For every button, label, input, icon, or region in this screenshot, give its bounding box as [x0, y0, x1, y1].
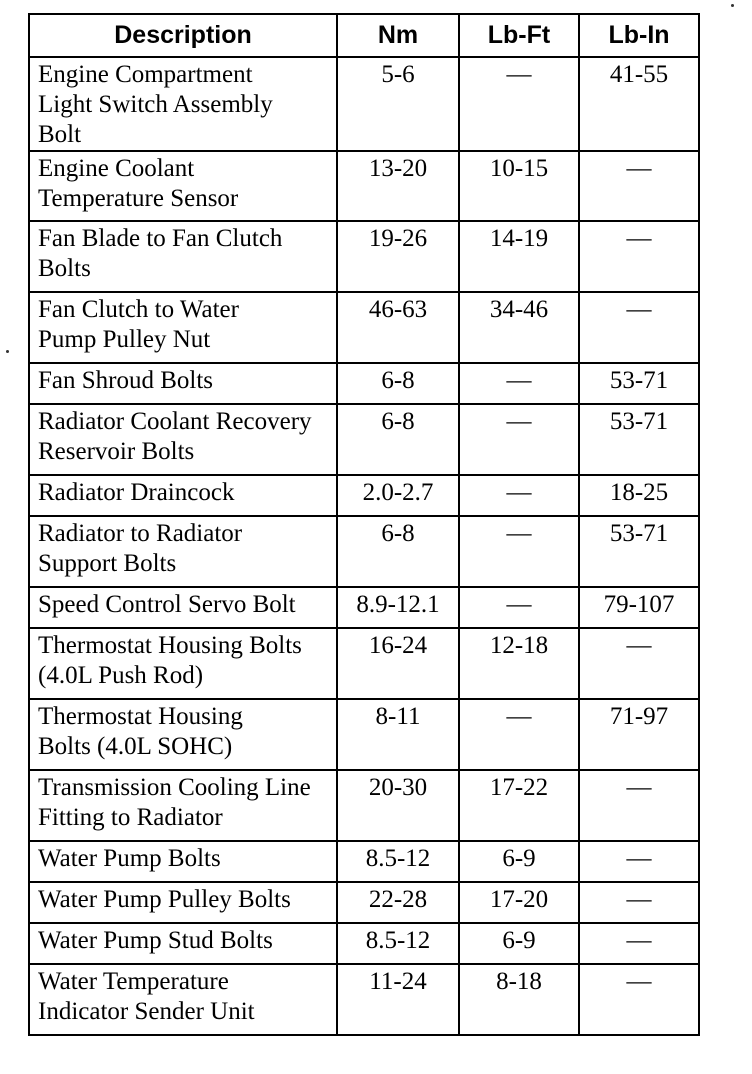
cell-lbft: 12-18 [459, 628, 579, 699]
cell-lbin: 18-25 [579, 475, 699, 516]
table-row [29, 475, 699, 516]
cell-description: Water Pump Pulley Bolts [29, 882, 337, 923]
cell-lbft: 10-15 [459, 151, 579, 221]
cell-lbin: 53-71 [579, 363, 699, 404]
header-row [29, 14, 699, 57]
table-row [29, 699, 699, 770]
cell-nm: 16-24 [337, 628, 459, 699]
cell-lbin: 53-71 [579, 516, 699, 587]
cell-lbin: 71-97 [579, 699, 699, 770]
cell-lbft: 14-19 [459, 221, 579, 292]
table-row [29, 404, 699, 475]
cell-nm: 6-8 [337, 516, 459, 587]
cell-lbin: 79-107 [579, 587, 699, 628]
cell-description: Fan Shroud Bolts [29, 363, 337, 404]
cell-nm: 19-26 [337, 221, 459, 292]
table-row [29, 151, 699, 221]
cell-lbin: — [579, 221, 699, 292]
cell-description: Radiator to Radiator Support Bolts [29, 516, 337, 587]
cell-lbin: — [579, 292, 699, 363]
cell-lbft: 8-18 [459, 964, 579, 1035]
cell-lbft: — [459, 699, 579, 770]
cell-lbft: 17-20 [459, 882, 579, 923]
cell-nm: 22-28 [337, 882, 459, 923]
cell-description: Water Temperature Indicator Sender Unit [29, 964, 337, 1035]
cell-lbft: 17-22 [459, 770, 579, 841]
header-nm: Nm [337, 14, 459, 57]
cell-lbft: — [459, 363, 579, 404]
cell-description: Water Pump Stud Bolts [29, 923, 337, 964]
cell-nm: 8.5-12 [337, 841, 459, 882]
cell-description: Engine Compartment Light Switch Assembly Bolt [29, 57, 337, 151]
cell-nm: 6-8 [337, 363, 459, 404]
table-row [29, 221, 699, 292]
cell-lbft: — [459, 475, 579, 516]
cell-lbft: — [459, 404, 579, 475]
cell-description: Thermostat Housing Bolts (4.0L Push Rod) [29, 628, 337, 699]
cell-description: Radiator Draincock [29, 475, 337, 516]
cell-lbft: — [459, 57, 579, 151]
table-row [29, 516, 699, 587]
table-row [29, 841, 699, 882]
cell-lbin: — [579, 923, 699, 964]
cell-lbin: — [579, 770, 699, 841]
header-lbin: Lb-In [579, 14, 699, 57]
torque-spec-table [28, 13, 700, 1036]
cell-lbin: 41-55 [579, 57, 699, 151]
cell-lbft: 6-9 [459, 923, 579, 964]
cell-description: Radiator Coolant Recovery Reservoir Bolts [29, 404, 337, 475]
cell-nm: 11-24 [337, 964, 459, 1035]
table-header [29, 14, 699, 57]
header-lbft: Lb-Ft [459, 14, 579, 57]
table-row [29, 628, 699, 699]
scan-speck [731, 4, 734, 7]
cell-description: Water Pump Bolts [29, 841, 337, 882]
cell-nm: 2.0-2.7 [337, 475, 459, 516]
cell-nm: 8.5-12 [337, 923, 459, 964]
cell-description: Transmission Cooling Line Fitting to Radiator [29, 770, 337, 841]
header-description: Description [29, 14, 337, 57]
cell-description: Fan Blade to Fan Clutch Bolts [29, 221, 337, 292]
table-body [29, 57, 699, 1035]
cell-lbft: — [459, 587, 579, 628]
cell-lbft: — [459, 516, 579, 587]
cell-lbft: 34-46 [459, 292, 579, 363]
cell-nm: 5-6 [337, 57, 459, 151]
table-row [29, 292, 699, 363]
cell-lbin: — [579, 841, 699, 882]
cell-nm: 8-11 [337, 699, 459, 770]
table-row [29, 363, 699, 404]
cell-nm: 6-8 [337, 404, 459, 475]
cell-nm: 8.9-12.1 [337, 587, 459, 628]
cell-lbin: — [579, 151, 699, 221]
cell-description: Fan Clutch to Water Pump Pulley Nut [29, 292, 337, 363]
cell-nm: 20-30 [337, 770, 459, 841]
table-row [29, 770, 699, 841]
table-row [29, 57, 699, 151]
table-row [29, 587, 699, 628]
scan-speck [6, 350, 9, 353]
cell-lbin: — [579, 964, 699, 1035]
cell-description: Engine Coolant Temperature Sensor [29, 151, 337, 221]
table-row [29, 964, 699, 1035]
table-row [29, 923, 699, 964]
cell-lbin: — [579, 628, 699, 699]
cell-nm: 13-20 [337, 151, 459, 221]
cell-nm: 46-63 [337, 292, 459, 363]
cell-lbin: 53-71 [579, 404, 699, 475]
cell-description: Thermostat Housing Bolts (4.0L SOHC) [29, 699, 337, 770]
cell-lbin: — [579, 882, 699, 923]
table-row [29, 882, 699, 923]
cell-lbft: 6-9 [459, 841, 579, 882]
cell-description: Speed Control Servo Bolt [29, 587, 337, 628]
